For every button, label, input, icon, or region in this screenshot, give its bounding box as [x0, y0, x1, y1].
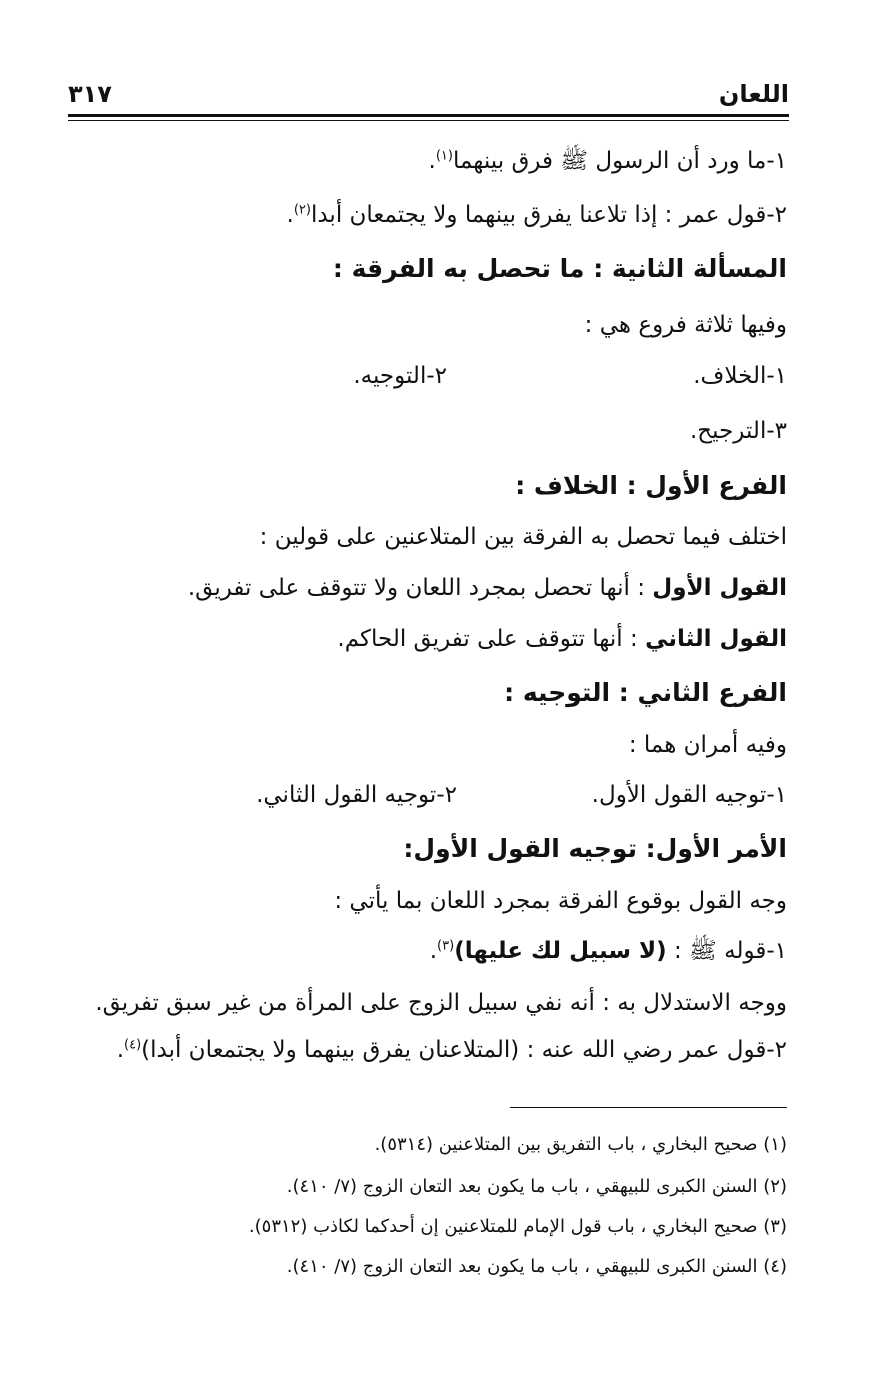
heading-amr-1: الأمر الأول: توجيه القول الأول: [403, 834, 787, 863]
list-item-tawjih: ٢-التوجيه. [353, 363, 447, 389]
heading-far-2: الفرع الثاني : التوجيه : [504, 678, 787, 707]
footnote-1: (١) صحيح البخاري ، باب التفريق بين المتلاعنين (٥٣١٤). [374, 1134, 787, 1155]
line-12: ١-قوله ﷺ : (لا سبيل لك عليها)$^{(٣)}$. [429, 938, 787, 964]
footnote-3: (٣) صحيح البخاري ، باب قول الإمام للمتلاعنين إن أحدكما لكاذب (٥٣١٢). [248, 1216, 787, 1237]
line-2: ٢-قول عمر : إذا تلاعنا يفرق بينهما ولا يجتمعان أبدا$^{(٢)}$. [286, 202, 787, 228]
line-14: ٢-قول عمر رضي الله عنه : (المتلاعنان يفرق بينهما ولا يجتمعان أبدا)$^{(٤)}$. [116, 1037, 787, 1063]
footnote-4: (٤) السنن الكبرى للبيهقي ، باب ما يكون بعد التعان الزوج (٧/ ٤١٠). [286, 1256, 787, 1277]
header-rule-thin [68, 120, 789, 121]
line-4 [68, 361, 787, 391]
line-13: ووجه الاستدلال به : أنه نفي سبيل الزوج على المرأة من غير سبق تفريق. [95, 990, 787, 1016]
page-number: ٣١٧ [68, 80, 112, 108]
line-8: القول الثاني : أنها تتوقف على تفريق الحاكم. [337, 626, 787, 652]
header-rule-thick [68, 114, 789, 117]
line-9: وفيه أمران هما : [628, 732, 787, 758]
list-item-tawjih-1: ١-توجيه القول الأول. [591, 782, 787, 808]
heading-masala-2: المسألة الثانية : ما تحصل به الفرقة : [332, 254, 787, 283]
line-1: ١-ما ورد أن الرسول ﷺ فرق بينهما$^{(١)}$. [428, 148, 787, 174]
footnote-2: (٢) السنن الكبرى للبيهقي ، باب ما يكون بعد التعان الزوج (٧/ ٤١٠). [286, 1176, 787, 1197]
heading-far-1: الفرع الأول : الخلاف : [515, 471, 787, 500]
line-6: اختلف فيما تحصل به الفرقة بين المتلاعنين على قولين : [259, 524, 787, 550]
line-3: وفيها ثلاثة فروع هي : [584, 312, 787, 338]
line-11: وجه القول بوقوع الفرقة بمجرد اللعان بما يأتي : [334, 888, 787, 914]
list-item-tawjih-2: ٢-توجيه القول الثاني. [256, 782, 457, 808]
line-5: ٣-الترجيح. [689, 418, 787, 444]
header-title: اللعان [718, 80, 789, 108]
list-item-khilaf: ١-الخلاف. [693, 363, 787, 389]
running-header [68, 76, 789, 112]
line-10 [68, 780, 787, 810]
line-7: القول الأول : أنها تحصل بمجرد اللعان ولا تتوقف على تفريق. [187, 575, 787, 601]
footnote-separator [510, 1107, 787, 1108]
